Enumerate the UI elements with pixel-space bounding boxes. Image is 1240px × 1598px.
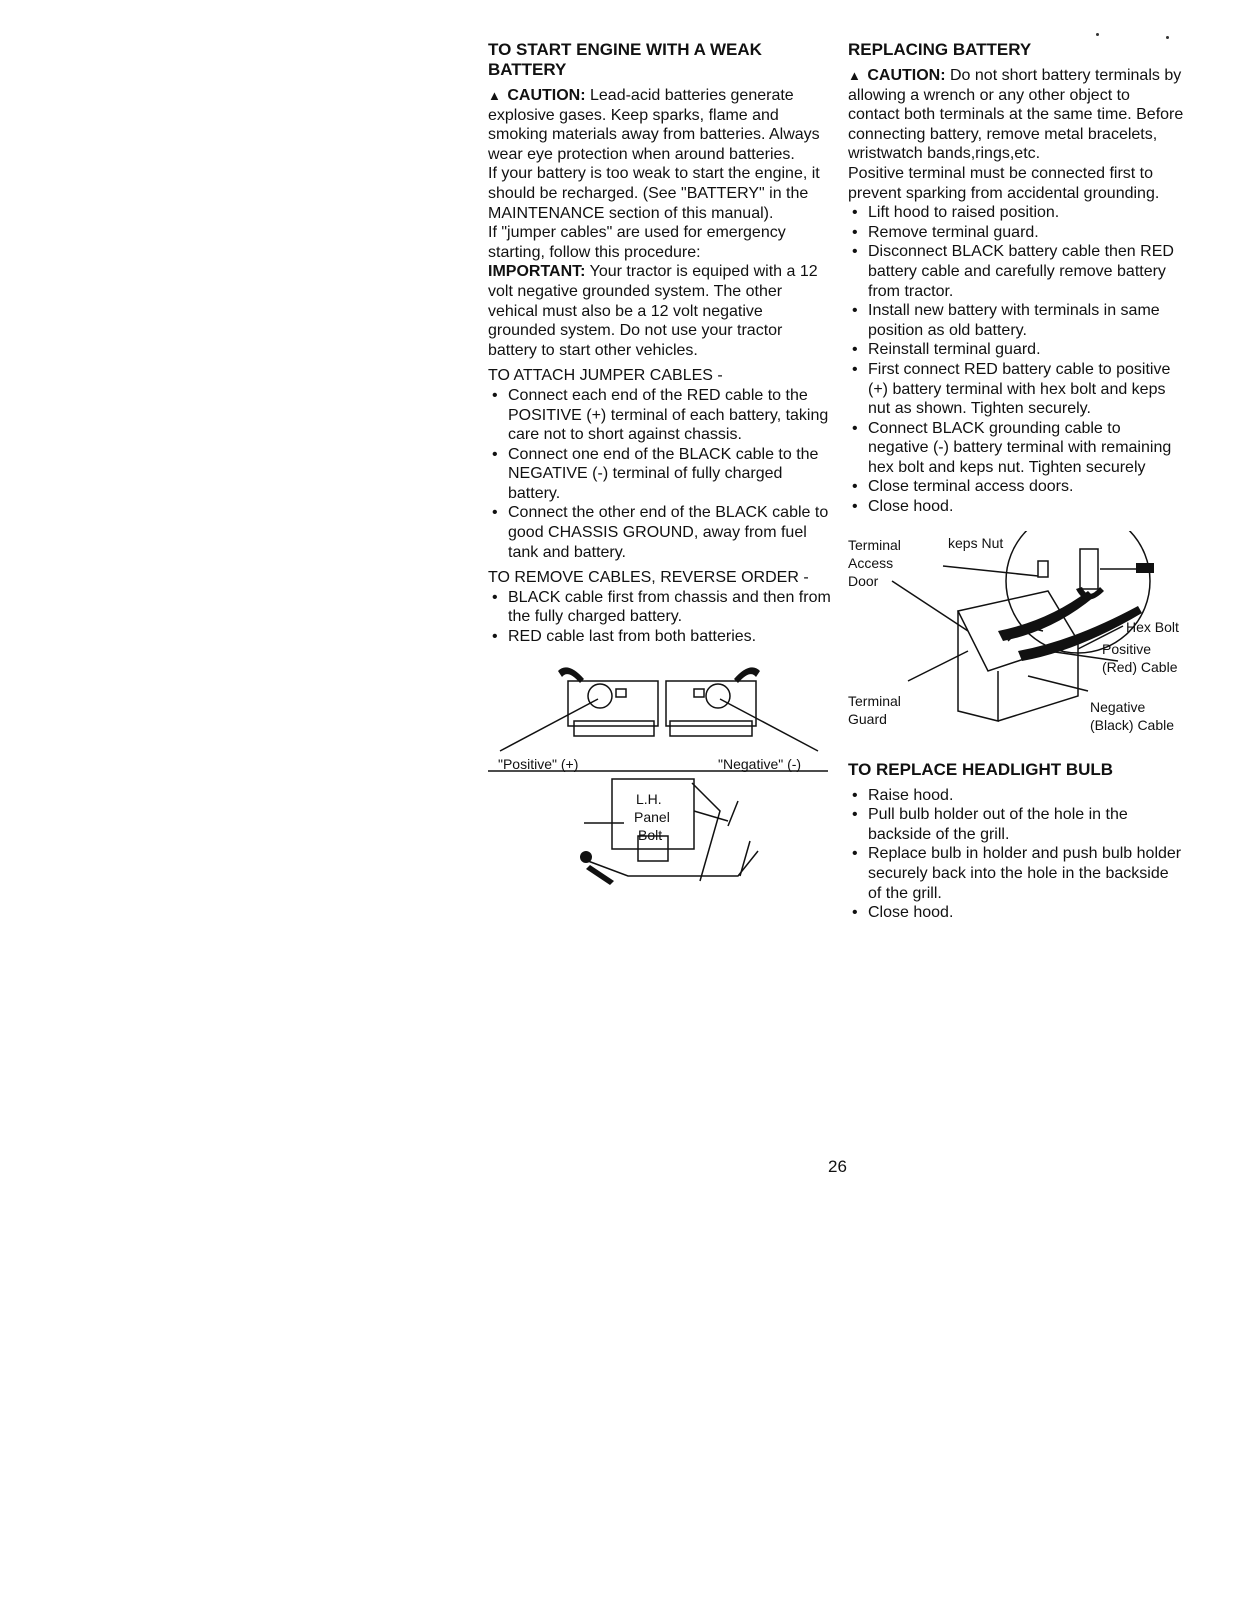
list-item: • Lift hood to raised position. [848, 203, 1184, 223]
terminal-access-door-label-line1: Terminal [848, 536, 901, 553]
replace-steps-list [848, 203, 1184, 517]
caution-text: Do not short battery terminals by allowing a wrench or any other object to contact both terminals at the same time. Before connecting battery, remove metal bracelets, wristwatch bands,rings,etc. [848, 67, 1184, 163]
list-item: • Pull bulb holder out of the hole in the backside of the grill. [848, 805, 1184, 844]
list-item: • Disconnect BLACK battery cable then RED battery cable and carefully remove battery from tractor. [848, 242, 1184, 301]
terminal-access-door-label-line2: Access [848, 554, 894, 571]
negative-black-cable-label-line2: (Black) Cable [1090, 716, 1175, 733]
replacing-battery-title: REPLACING BATTERY [848, 40, 1032, 59]
weak-battery-title: TO START ENGINE WITH A WEAK BATTERY [488, 40, 762, 79]
important-text: Your tractor is equiped with a 12 volt negative grounded system. The other vehical must also be a 12 volt negative grounded system. Do not use your tractor battery to start other vehicles. [488, 263, 818, 359]
negative-label: "Negative" (-) [718, 755, 802, 772]
list-item: • Remove terminal guard. [848, 223, 1184, 243]
caution-paragraph [488, 86, 832, 164]
list-item: • Install new battery with terminals in same position as old battery. [848, 301, 1184, 340]
recharge-paragraph: If your battery is too weak to start the engine, it should be recharged. (See "BATTERY" in the MAINTENANCE section of this manual). [488, 165, 820, 222]
keps-nut-label: keps Nut [948, 534, 1004, 551]
list-item: • Connect BLACK grounding cable to negative (-) battery terminal with remaining hex bolt and keps nut. Tighten securely [848, 419, 1184, 478]
jumper-cable-figure [488, 661, 832, 891]
caution-text: Lead-acid batteries generate explosive gases. Keep sparks, flame and smoking materials away from batteries. Always wear eye protection when around batteries. [488, 87, 820, 163]
list-item: • RED cable last from both batteries. [488, 627, 832, 647]
important-label: IMPORTANT: [488, 263, 586, 281]
list-item: • Close hood. [848, 903, 1184, 923]
bolt-label: Bolt [638, 826, 663, 843]
lh-label: L.H. [636, 790, 662, 807]
positive-red-cable-label-line2: (Red) Cable [1102, 658, 1178, 675]
remove-list [488, 588, 832, 647]
caution-label: CAUTION: [867, 67, 946, 84]
list-item: • Close terminal access doors. [848, 477, 1184, 497]
important-paragraph [488, 262, 832, 360]
terminal-guard-label-line2: Guard [848, 710, 887, 727]
positive-first-paragraph: Positive terminal must be connected first to prevent sparking from accidental grounding. [848, 164, 1160, 202]
remove-heading: TO REMOVE CABLES, REVERSE ORDER - [488, 569, 809, 587]
warning-triangle-icon: ▲ [848, 68, 861, 83]
list-item: • Connect each end of the RED cable to the POSITIVE (+) terminal of each battery, taking care not to short against chassis. [488, 386, 832, 445]
right-column [848, 40, 1184, 923]
jumper-intro-paragraph: If "jumper cables" are used for emergency starting, follow this procedure: [488, 224, 786, 261]
attach-list [488, 386, 832, 562]
left-column [488, 40, 832, 891]
list-item: • BLACK cable first from chassis and then from the fully charged battery. [488, 588, 832, 627]
list-item: • Connect one end of the BLACK cable to the NEGATIVE (-) terminal of fully charged battery. [488, 445, 832, 504]
list-item: • First connect RED battery cable to positive (+) battery terminal with hex bolt and keps nut as shown. Tighten securely. [848, 360, 1184, 419]
terminal-access-door-label-line3: Door [848, 572, 879, 589]
negative-black-cable-label-line1: Negative [1090, 698, 1146, 715]
caution-paragraph [848, 66, 1184, 164]
list-item: • Connect the other end of the BLACK cable to good CHASSIS GROUND, away from fuel tank and battery. [488, 503, 832, 562]
attach-heading: TO ATTACH JUMPER CABLES - [488, 367, 723, 385]
page-number: 26 [828, 1157, 847, 1176]
panel-label: Panel [634, 808, 670, 825]
batteries-illustration [488, 661, 832, 891]
terminal-guard-label-line1: Terminal [848, 692, 901, 709]
scan-speck [1166, 36, 1169, 39]
headlight-list [848, 786, 1184, 923]
list-item: • Reinstall terminal guard. [848, 340, 1184, 360]
warning-triangle-icon: ▲ [488, 88, 501, 103]
hex-bolt-label: Hex Bolt [1126, 618, 1179, 635]
positive-red-cable-label-line1: Positive [1102, 640, 1152, 657]
positive-label: "Positive" (+) [498, 755, 579, 772]
list-item: • Close hood. [848, 497, 1184, 517]
scan-speck [1096, 33, 1099, 36]
caution-label: CAUTION: [507, 87, 586, 104]
headlight-title: TO REPLACE HEADLIGHT BULB [848, 759, 1114, 779]
list-item: • Raise hood. [848, 786, 1184, 806]
list-item: • Replace bulb in holder and push bulb holder securely back into the hole in the backside of the grill. [848, 844, 1184, 903]
battery-terminal-figure [848, 531, 1184, 746]
